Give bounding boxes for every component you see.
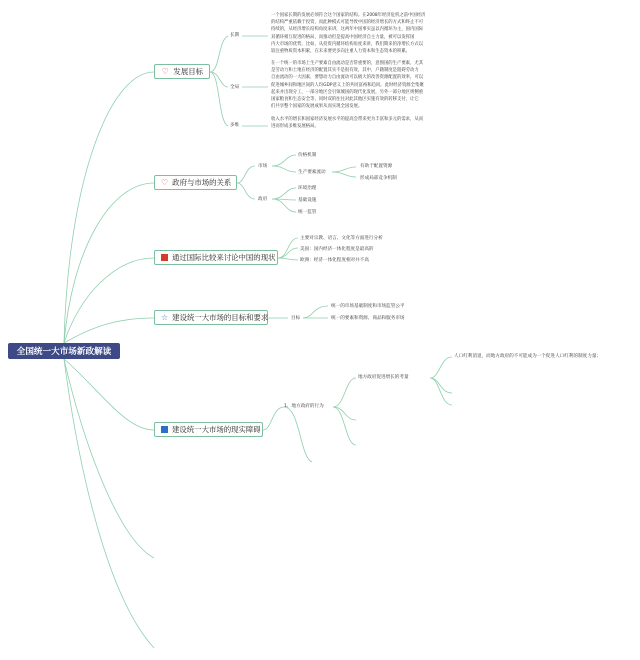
branch-international-comparison[interactable] — [154, 250, 278, 265]
node-local-government-behavior[interactable]: 1、地方政府的行为 — [284, 404, 324, 409]
node-growth-considerations[interactable]: 地方政府促进增长的考量 — [358, 375, 409, 380]
node-factor-flow[interactable]: 生产要素流动 — [298, 170, 326, 175]
node-demographic-dividend[interactable]: 人口红利消退，而地方政府的不可能成为一个促进人口红利的制度力量； — [454, 354, 602, 359]
text-line: 的结构严重依赖于投资，而此种模式可能导致中国的经济增长的方式和终止不可 — [271, 20, 424, 26]
text-line: 促进城乡间和地区间的人均GDP意义上的共同富裕和趋同。此时经济资源全集聚 — [271, 82, 424, 88]
text-line: 是劳动力和土地在经济的配置其实不是很有效，其中，户籍制度是阻碍劳动力 — [271, 68, 419, 74]
node-long-term[interactable]: 长期 — [230, 33, 240, 38]
node-infrastructure[interactable]: 基础设施 — [298, 198, 317, 203]
root-node[interactable]: 全国统一大市场新政解读 — [8, 343, 120, 359]
branch-label: 政府与市场的关系 — [172, 178, 232, 187]
branch-government-market[interactable] — [154, 175, 237, 190]
node-price-mechanism[interactable]: 价格机制 — [298, 153, 317, 158]
node-unified-institutions[interactable]: 统一的市场基础制度和市场监管公平 — [331, 304, 405, 309]
branch-label: 建设统一大市场的现实障碍 — [172, 425, 261, 434]
node-unified-regulation[interactable]: 统一监管 — [298, 210, 317, 215]
multidimensional-paragraph — [271, 116, 455, 130]
node-multidimensional[interactable]: 多维 — [230, 123, 240, 128]
text-line: 一个国家长期的发展必须符合这个国家的结构。在2008年经济危机之前中国经济 — [271, 13, 426, 18]
node-allocate-resources[interactable]: 有助于配置资源 — [360, 164, 393, 169]
red-flag-icon — [161, 253, 168, 262]
branch-goals-requirements[interactable] — [154, 310, 268, 325]
text-line: 进而形成多维发展格局。 — [271, 124, 319, 130]
node-overall[interactable]: 全局 — [230, 85, 240, 90]
text-line: 持续的，从经济增长结构角度来讲，这两年中国事实虽以内循环为主，国内国际 — [271, 27, 424, 33]
branch-label: 发展目标 — [173, 67, 203, 76]
branch-label: 通过国际比较来讨论中国的现状 — [172, 253, 276, 262]
node-environment[interactable]: 环境治理 — [298, 186, 317, 191]
node-competition[interactable]: 形成局部竞争机制 — [360, 176, 397, 181]
long-term-paragraph — [271, 12, 455, 55]
text-line: 们共享整个国家的发展成果从而实现全国发展。 — [271, 104, 363, 110]
text-line: 双循环相互促进的格局，而推动但是提高中国经济自主力量，被可以发挥国 — [271, 34, 415, 40]
node-market[interactable]: 市场 — [258, 164, 268, 169]
text-line: 国家粮食和生态安全等，同时双的往往对此其他区实施有效的转移支付，让它 — [271, 97, 419, 103]
text-line: 内大市场的优势，比如，从投资内循环结构角度来讲，我们期来的净增长方式以 — [271, 41, 424, 47]
node-europe[interactable]: 欧洲：经济一体化程度相对并不高 — [300, 258, 369, 263]
text-line: 自由流动的一大因素，要想动力自由流动可以极大的改善资源配置的效率，可以 — [271, 75, 424, 81]
text-line: 收入水平的增长和国家经济发展水平的提高会带来更为丰富和多元的需求，从而 — [271, 117, 424, 122]
branch-practical-obstacles[interactable] — [154, 422, 263, 437]
overall-paragraph — [271, 60, 455, 110]
node-goal[interactable]: 目标 — [291, 316, 301, 321]
node-government[interactable]: 政府 — [258, 197, 268, 202]
text-line: 起来并出现分工，一部分地区会引领城国的现代化发展，另外一部分地区则侧重 — [271, 89, 424, 95]
heart-icon: ♡ — [161, 66, 169, 76]
branch-label: 建设统一大市场的目标和要求 — [172, 313, 269, 322]
text-line: 较注重物质资本积累，在未来要更多向注重人力资本和生态资本的积累。 — [271, 49, 410, 55]
node-usa[interactable]: 美国：国内经济一体化程度是最高的 — [300, 247, 374, 252]
heart-icon: ♡ — [161, 177, 169, 187]
node-comparison-aspects[interactable]: 主要对宗教、语言、文化等方面进行分析 — [300, 236, 383, 241]
node-unified-markets[interactable]: 统一的要素和资源、商品和服务市场 — [331, 316, 405, 321]
text-line: 在一个统一的市场上生产要素自由流动是否常重要的，意图国的生产要素，尤其 — [271, 61, 424, 66]
blue-flag-icon — [161, 425, 168, 434]
branch-development-goals[interactable] — [154, 64, 210, 79]
star-icon: ☆ — [161, 312, 169, 322]
